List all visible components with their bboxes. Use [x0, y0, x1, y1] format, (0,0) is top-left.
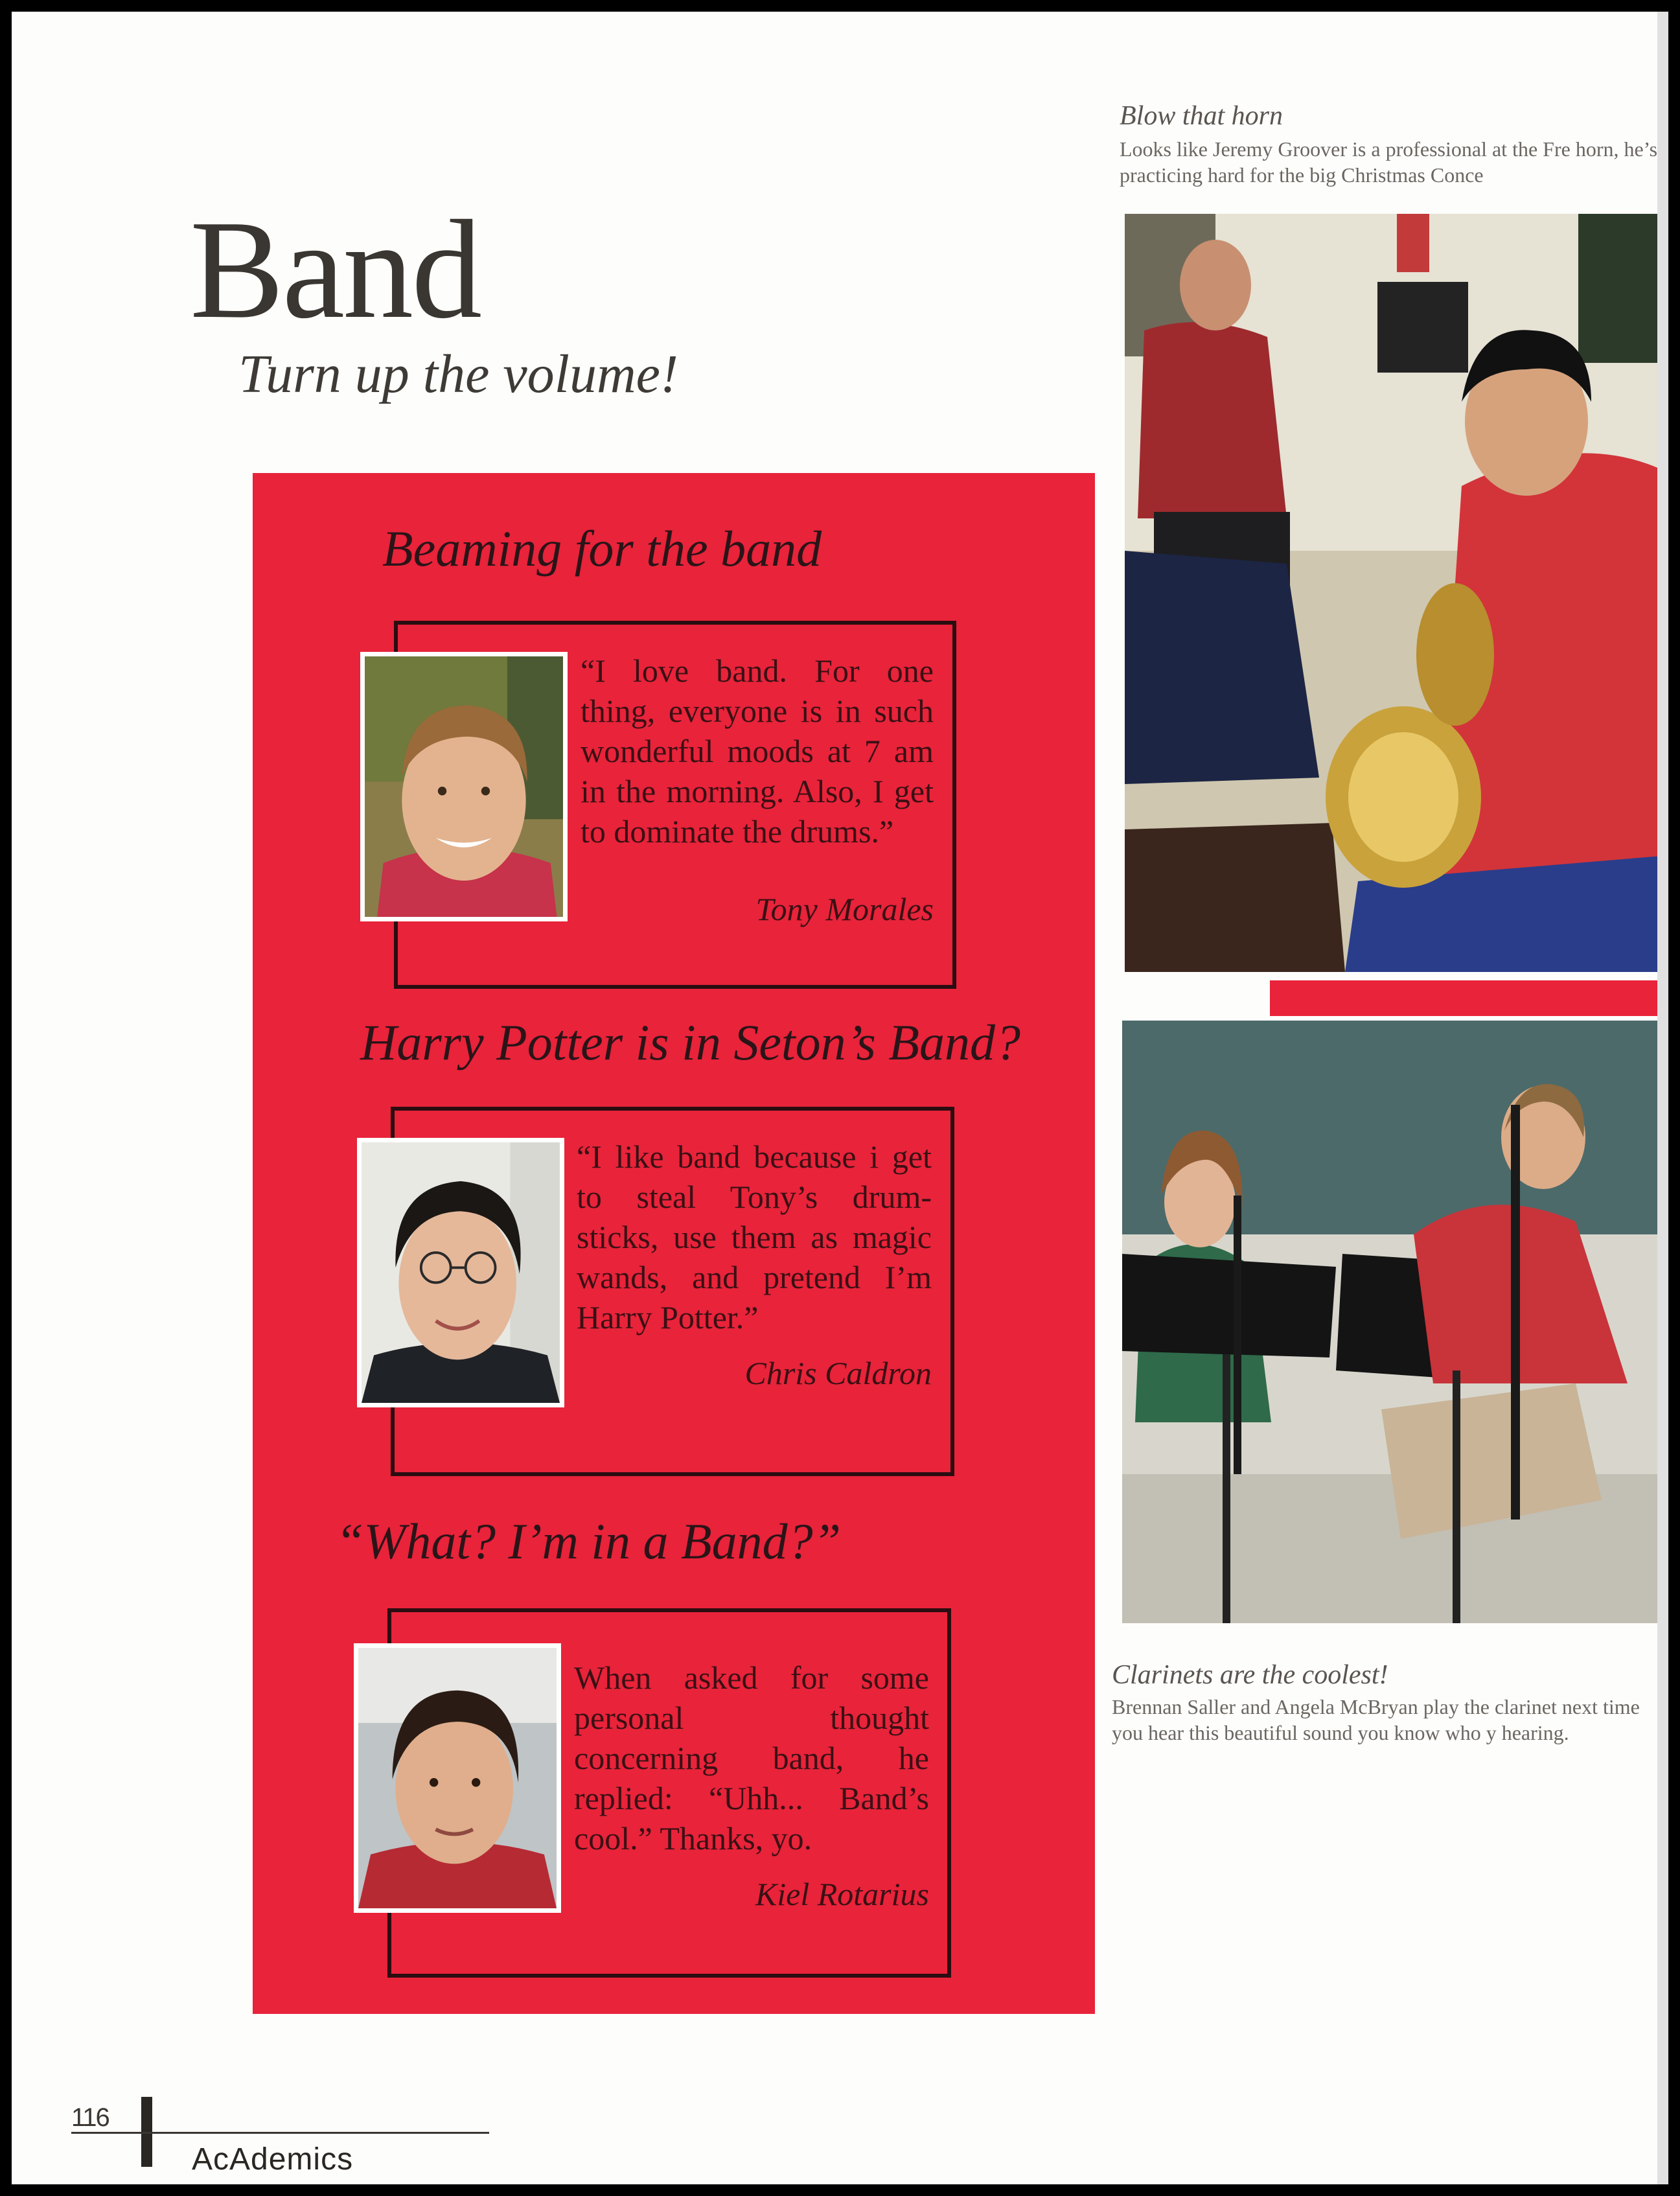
red-accent-strip [1270, 980, 1668, 1016]
page-number: 116 [71, 2103, 109, 2132]
yearbook-page [12, 12, 1668, 2184]
photo-french-horn [1125, 214, 1668, 972]
caption-bottom-title: Clarinets are the coolest! [1112, 1660, 1388, 1690]
feature-name-3: Kiel Rotarius [755, 1876, 929, 1912]
feature-heading-3: “What? I’m in a Band?” [336, 1513, 841, 1569]
caption-bottom-body: Brennan Saller and Angela McBryan play the clarinet next time you hear this beautiful sound you know who y hearing. [1112, 1695, 1640, 1744]
page-gutter-edge [1657, 12, 1668, 2184]
feature-quote-3: When asked for some personal thought concerning band, he replied: “Uhh... Band’s cool.” Thanks, yo. [574, 1659, 929, 1856]
feature-quote-2: “I like band because i get to steal Tony’s drum-sticks, use them as magic wands, and pretend I’m Harry Potter.” [577, 1138, 932, 1335]
caption-top-body: Looks like Jeremy Groover is a professional at the Fre horn, he’s practicing hard for the big Christmas Conce [1120, 137, 1658, 187]
feature-name-1: Tony Morales [755, 891, 934, 927]
page-subtitle: Turn up the volume! [238, 344, 678, 404]
section-label: AcAdemics [192, 2142, 354, 2177]
page-title: Band [190, 192, 481, 348]
photo-clarinets [1122, 1021, 1668, 1623]
folio-rule [71, 2132, 489, 2134]
feature-name-2: Chris Caldron [744, 1355, 932, 1391]
caption-top-title: Blow that horn [1120, 101, 1283, 131]
portrait-photo-tony [360, 652, 568, 921]
feature-heading-1: Beaming for the band [382, 520, 822, 577]
feature-heading-2: Harry Potter is in Seton’s Band? [360, 1014, 1021, 1070]
portrait-photo-chris [357, 1138, 564, 1407]
feature-quote-1: “I love band. For one thing, everyone is in such wonderful moods at 7 am in the morning. Also, I get to dominate the drums.” [581, 653, 934, 850]
portrait-photo-kiel [354, 1643, 561, 1913]
